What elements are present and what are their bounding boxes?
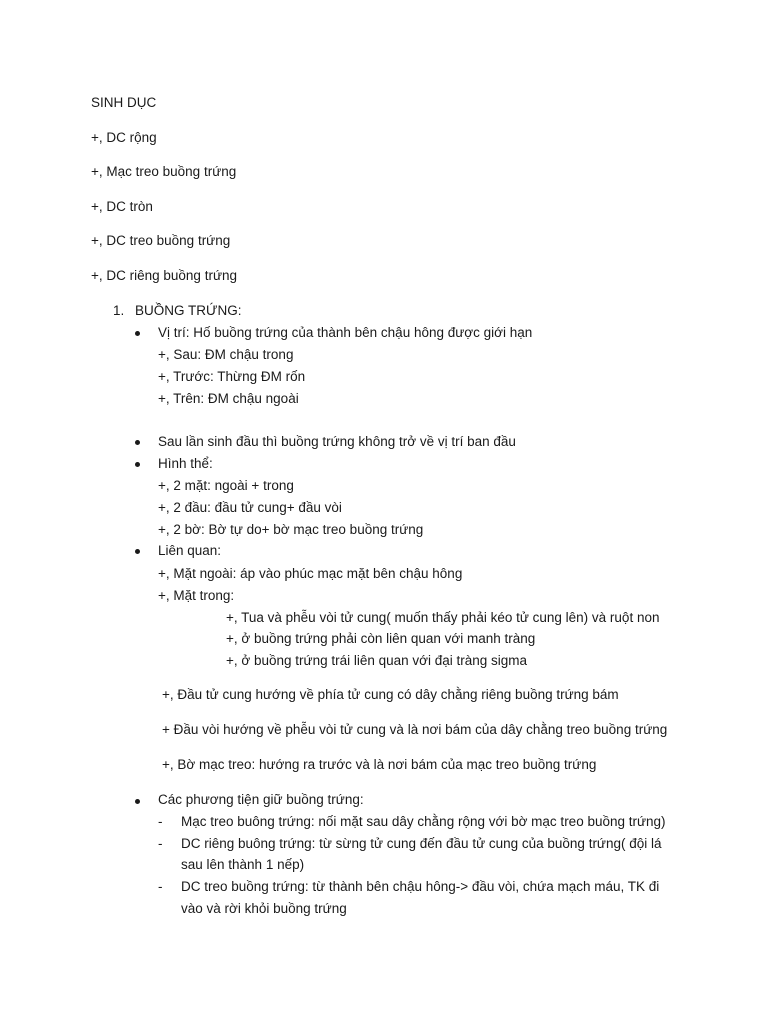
note-line: +, Bờ mạc treo: hướng ra trước và là nơi bám của mạc treo buồng trứng	[162, 757, 597, 772]
intro-line: +, DC riêng buồng trứng	[91, 268, 237, 283]
hinhthe-label: Hình thể:	[158, 456, 213, 471]
bullet-icon	[135, 549, 140, 554]
intro-line: +, DC tròn	[91, 199, 153, 214]
phuongtien-item-continued: vào và rời khỏi buồng trứng	[181, 901, 347, 916]
vitri-label: Vị trí: Hố buồng trứng của thành bên chậu hông được giới hạn	[158, 325, 533, 340]
hinhthe-line: +, 2 đầu: đầu tử cung+ đầu vòi	[158, 500, 342, 515]
phuongtien-item-continued: sau lên thành 1 nếp)	[181, 857, 305, 872]
lienquan-line: +, Mặt ngoài: áp vào phúc mạc mặt bên chậu hông	[158, 566, 463, 581]
lienquan-subline: +, Tua và phễu vòi tử cung( muốn thấy phải kéo tử cung lên) và ruột non	[226, 610, 660, 625]
dash-marker: -	[158, 879, 163, 894]
hinhthe-line: +, 2 bờ: Bờ tự do+ bờ mạc treo buồng trứng	[158, 522, 424, 537]
saulan-text: Sau lần sinh đầu thì buồng trứng không trở về vị trí ban đầu	[158, 434, 516, 449]
phuongtien-label: Các phương tiện giữ buồng trứng:	[158, 792, 364, 807]
lienquan-line: +, Mặt trong:	[158, 588, 235, 603]
dash-marker: -	[158, 836, 163, 851]
intro-line: +, DC rộng	[91, 130, 157, 145]
note-line: + Đầu vòi hướng về phễu vòi tử cung và là nơi bám của dây chằng treo buồng trứng	[162, 722, 668, 737]
vitri-line: +, Sau: ĐM chậu trong	[158, 347, 294, 362]
section-number: 1.	[113, 303, 125, 318]
vitri-line: +, Trước: Thừng ĐM rốn	[158, 369, 306, 384]
bullet-icon	[135, 440, 140, 445]
dash-marker: -	[158, 814, 163, 829]
lienquan-label: Liên quan:	[158, 543, 222, 558]
hinhthe-line: +, 2 mặt: ngoài + trong	[158, 478, 294, 493]
lienquan-subline: +, ở buồng trứng phải còn liên quan với manh tràng	[226, 631, 536, 646]
phuongtien-item: DC riêng buông trứng: từ sừng tử cung đến đầu tử cung của buồng trứng( đội lá	[181, 836, 662, 851]
section-heading: BUỒNG TRỨNG:	[135, 303, 242, 318]
phuongtien-item: Mạc treo buông trứng: nối mặt sau dây chằng rộng với bờ mạc treo buồng trứng)	[181, 814, 666, 829]
intro-line: +, DC treo buồng trứng	[91, 233, 231, 248]
bullet-icon	[135, 331, 140, 336]
vitri-line: +, Trên: ĐM chậu ngoài	[158, 391, 299, 406]
intro-line: +, Mạc treo buồng trứng	[91, 164, 237, 179]
phuongtien-item: DC treo buồng trứng: từ thành bên chậu hông-> đầu vòi, chứa mạch máu, TK đi	[181, 879, 660, 894]
bullet-icon	[135, 462, 140, 467]
note-line: +, Đầu tử cung hướng về phía tử cung có dây chằng riêng buồng trứng bám	[162, 687, 619, 702]
bullet-icon	[135, 799, 140, 804]
document-title: SINH DỤC	[91, 95, 157, 110]
lienquan-subline: +, ở buồng trứng trái liên quan với đại tràng sigma	[226, 653, 528, 668]
